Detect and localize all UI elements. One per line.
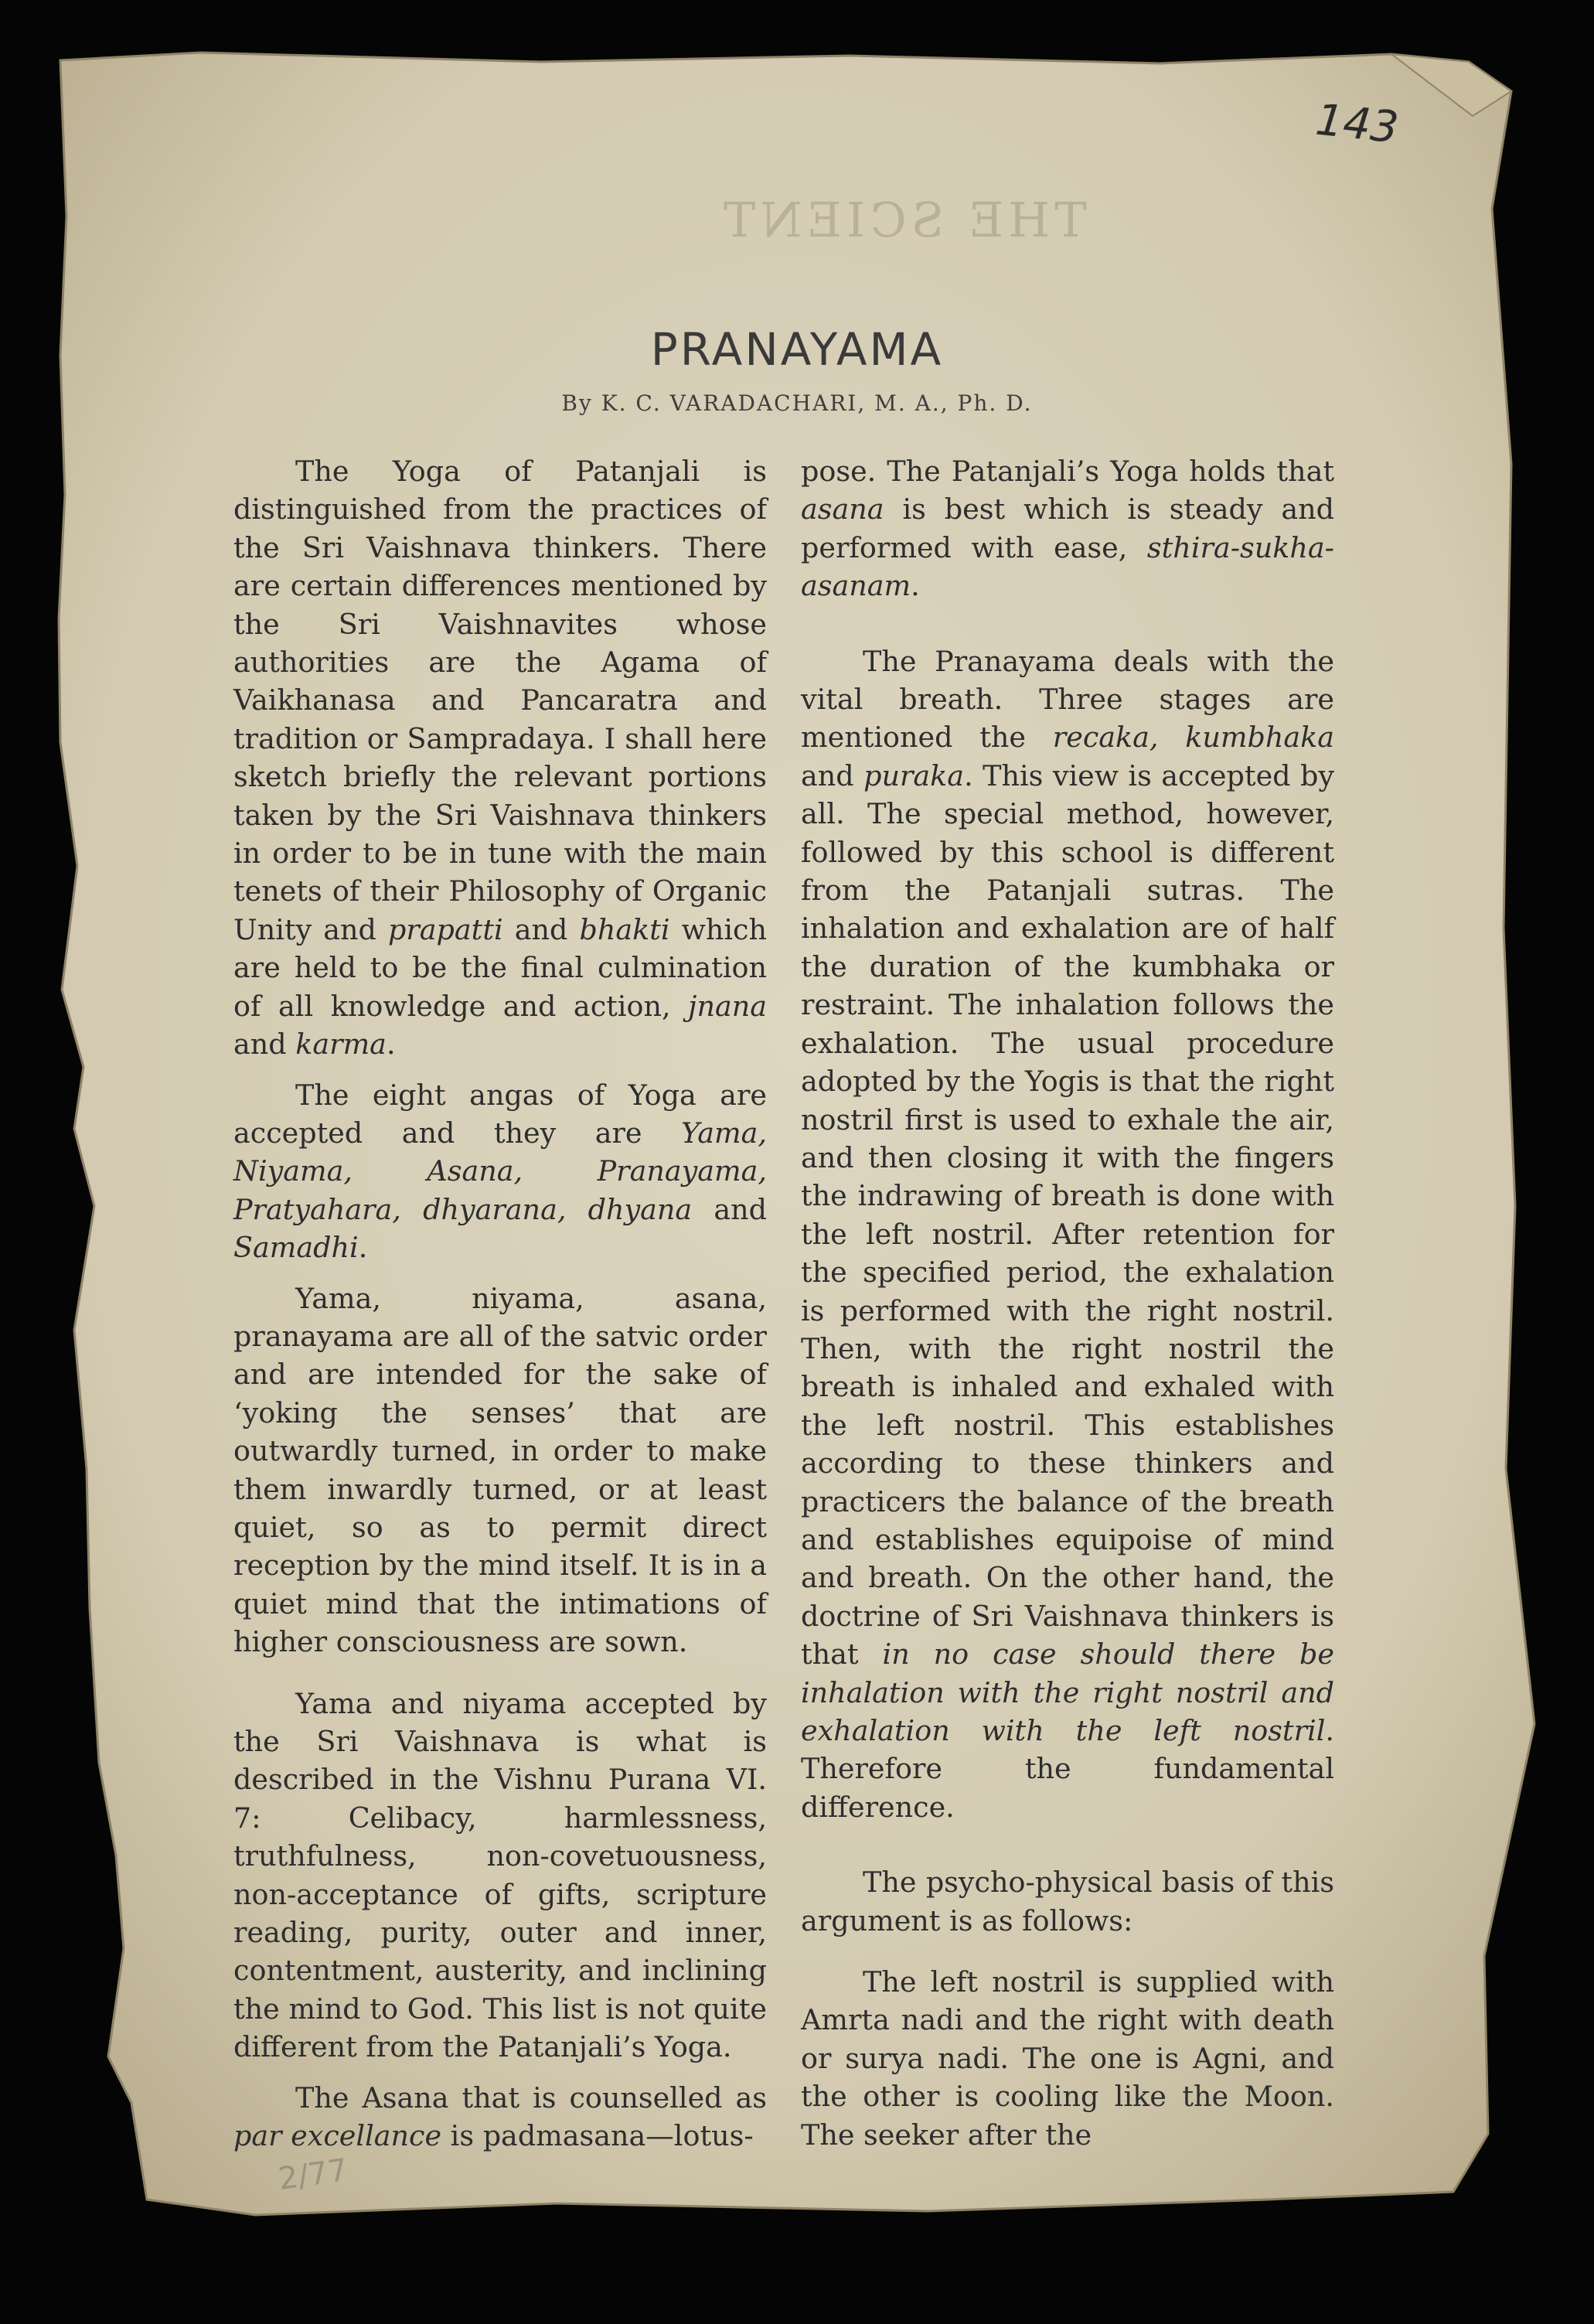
bleed-through-text: THE SCIENT: [719, 192, 1087, 248]
italic-term: jnana: [688, 989, 767, 1023]
text-run: Yama and niyama accepted by the Sri Vaishnava is what is described in the Vishnu Purana VI. 7: Celibacy, harmlessness, truthfulness, non-covetuousness, non-acceptance of gifts, scripture reading, purity, outer and inner, contentment, austerity, and inclining the mind to God. This list is not quite different from the Patanjali’s Yoga.: [233, 1686, 767, 2064]
text-run: The psycho-physical basis of this argument is as follows:: [801, 1866, 1334, 1937]
italic-term: karma: [295, 1027, 387, 1061]
text-run: . This view is accepted by all. The special method, however, followed by this school is different from the Patanjali sutras. The inhalation and exhalation are of half the duration of the kumbhaka or restraint. The inhalation follows the exhalation. The usual procedure adopted by the Yogis is that the right nostril first is used to exhale the air, and then closing it with the fingers the indrawing of breath is done with the left nostril. After retention for the specified period, the exhalation is performed with the right nostril. Then, with the right nostril the breath is inhaled and exhaled with the left nostril. This establishes according to these thinkers and practicers the balance of the breath and establishes equipoise of mind and breath. On the other hand, the doctrine of Sri Vaishnava thinkers is that: [801, 758, 1334, 1671]
handwritten-page-number: 143: [1313, 94, 1401, 154]
text-run: The eight angas of Yoga are accepted and they are: [233, 1078, 767, 1150]
paragraph: [801, 452, 1334, 605]
italic-term: asana: [801, 492, 884, 526]
paragraph: [233, 1685, 767, 2067]
text-run: and: [233, 1027, 296, 1061]
text-run: pose. The Patanjali’s Yoga holds that: [801, 455, 1334, 488]
paragraph: [801, 1863, 1334, 1940]
italic-term: in no case should there be inhalation with the right nostril and exhalation with the left nostril: [801, 1637, 1334, 1747]
text-run: .: [911, 569, 920, 603]
paragraph: [233, 452, 767, 1064]
paragraph: [801, 642, 1334, 1827]
text-run: The left nostril is supplied with Amrta nadi and the right with death or surya nadi. The one is Agni, and the other is cooling like the Moon. The seeker after the: [801, 1965, 1334, 2152]
text-run: and: [801, 758, 864, 792]
text-run: .: [358, 1231, 368, 1265]
text-run: .: [386, 1027, 396, 1061]
italic-term: recaka, kumbhaka: [1052, 721, 1334, 755]
article-byline: By K. C. VARADACHARI, M. A., Ph. D.: [561, 390, 1033, 416]
paragraph: [801, 1963, 1334, 2154]
article-title: PRANAYAMA: [650, 323, 944, 376]
paragraph: [233, 1076, 767, 1267]
left-column: [233, 452, 767, 2167]
text-run: and: [502, 912, 580, 946]
text-run: is best which is steady and performed with ease,: [801, 492, 1334, 564]
italic-term: par excellance: [233, 2119, 442, 2153]
text-run: The Yoga of Patanjali is distinguished from the practices of the Sri Vaishnava thinkers. There are certain differences mentioned by the Sri Vaishnavites whose authorities are the Agama of Vaikhanasa and Pancaratra and tradition or Sampradaya. I shall here sketch briefly the relevant portions taken by the Sri Vaishnava thinkers in order to be in tune with the main tenets of their Philosophy of Organic Unity and: [233, 455, 767, 946]
text-run: which are held to be the final culmination of all knowledge and action,: [233, 912, 767, 1023]
right-column: [801, 452, 1334, 2166]
paragraph: [233, 2079, 767, 2155]
italic-term: Yama, Niyama, Asana, Pranayama, Pratyahara, dhyarana, dhyana: [233, 1116, 767, 1226]
text-run: is padmasana—lotus-: [441, 2119, 754, 2153]
italic-term: Samadhi: [233, 1231, 359, 1265]
italic-term: prapatti: [387, 912, 503, 946]
pencil-mark: 2/77: [276, 2152, 350, 2198]
italic-term: puraka: [863, 758, 965, 792]
text-run: . Therefore the fundamental difference.: [801, 1714, 1334, 1824]
italic-term: sthira-sukha-asanam: [801, 530, 1334, 603]
text-run: The Pranayama deals with the vital breath. Three stages are mentioned the: [801, 644, 1334, 755]
text-run: Yama, niyama, asana, pranayama are all of the satvic order and are intended for the sake of ‘yoking the senses’ that are outwardly turned, in order to make them inwardly turned, or at least quiet, so as to permit direct reception by the mind itself. It is in a quiet mind that the intimations of higher consciousness are sown.: [233, 1281, 767, 1659]
paragraph: [233, 1280, 767, 1661]
italic-term: bhakti: [579, 912, 670, 946]
text-run: The Asana that is counselled as: [295, 2080, 767, 2114]
text-run: and: [692, 1192, 767, 1226]
